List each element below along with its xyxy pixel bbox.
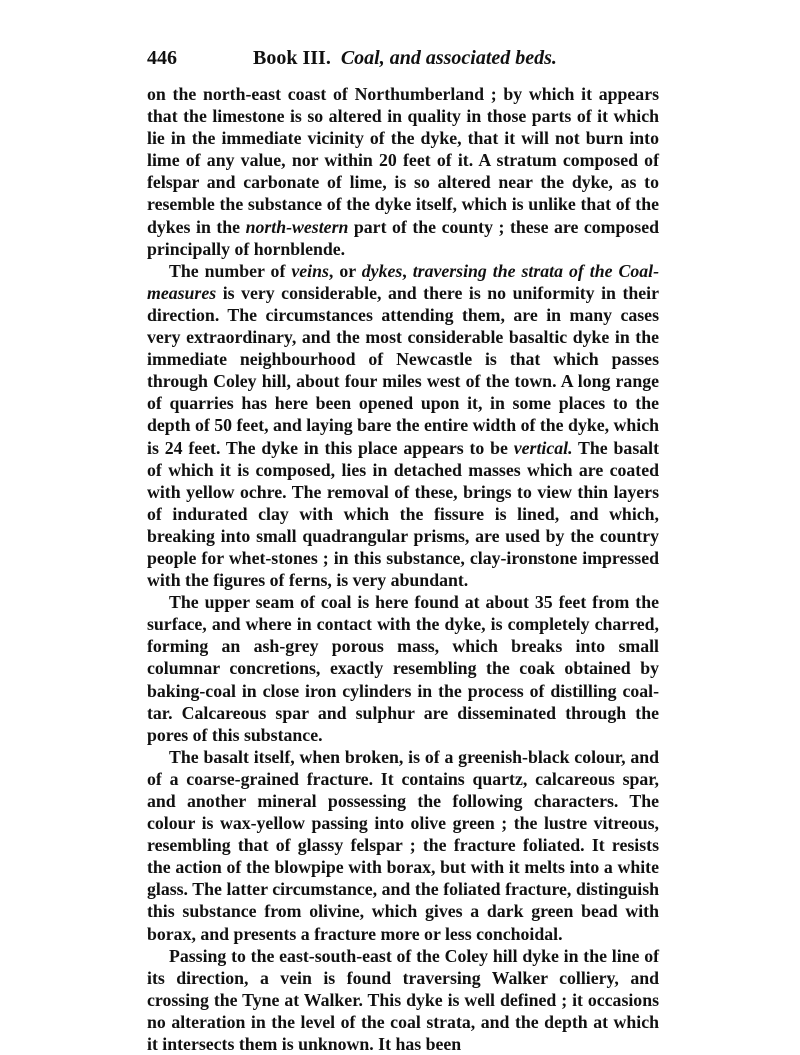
book-number: Book III.	[253, 47, 331, 69]
chapter-title: Coal, and associated beds.	[340, 47, 557, 69]
running-head	[147, 38, 659, 78]
paragraph-4: The basalt itself, when broken, is of a greenish-black colour, and of a coarse-grained fracture. It contains quartz, calcareous spar, and another mineral possessing the following characters. The colour is wax-yellow passing into olive green ; the lustre vitreous, resembling that of glassy felspar ; the fracture foliated. It resists the action of the blowpipe with borax, but with it melts into a white glass. The latter circumstance, and the foliated fracture, distinguish this substance from olivine, which gives a dark green bead with borax, and presents a fracture more or less conchoidal.	[147, 746, 659, 944]
book-page	[147, 38, 659, 1055]
paragraph-2: The number of veins, or dykes, traversing the strata of the Coal-measures is very considerable, and there is no uniformity in their direction. The circumstances attending them, are in many cases very extraordinary, and the most considerable basaltic dyke in the immediate neighbourhood of Newcastle is that which passes through Coley hill, about four miles west of the town. A long range of quarries has here been opened upon it, in some places to the depth of 50 feet, and laying bare the entire width of the dyke, which is 24 feet. The dyke in this place appears to be vertical. The basalt of which it is composed, lies in detached masses which are coated with yellow ochre. The removal of these, brings to view thin layers of indurated clay with which the fissure is lined, and which, breaking into small quadrangular prisms, are used by the country people for whet-stones ; in this substance, clay-ironstone impressed with the figures of ferns, is very abundant.	[147, 260, 659, 591]
paragraph-3: The upper seam of coal is here found at about 35 feet from the surface, and where in contact with the dyke, is completely charred, forming an ash-grey porous mass, which breaks into small columnar concretions, exactly resembling the coak obtained by baking-coal in close iron cylinders in the process of distilling coal-tar. Calcareous spar and sulphur are disseminated through the pores of this substance.	[147, 592, 659, 745]
page-number: 446	[147, 47, 177, 69]
body-text	[147, 83, 659, 1055]
paragraph-5: Passing to the east-south-east of the Coley hill dyke in the line of its direction, a vein is found traversing Walker colliery, and crossing the Tyne at Walker. This dyke is well defined ; it occasions no alteration in the level of the coal strata, and the depth at which it intersects them is unknown. It has been	[147, 945, 659, 1055]
running-title	[253, 38, 557, 78]
paragraph-1: on the north-east coast of Northumberland ; by which it appears that the limestone is so altered in quality in those parts of it which lie in the immediate vicinity of the dyke, that it will not burn into lime of any value, nor within 20 feet of it. A stratum composed of felspar and carbonate of lime, is so altered near the dyke, as to resemble the substance of the dyke itself, which is unlike that of the dykes in the north-western part of the county ; these are composed principally of hornblende.	[147, 84, 659, 259]
